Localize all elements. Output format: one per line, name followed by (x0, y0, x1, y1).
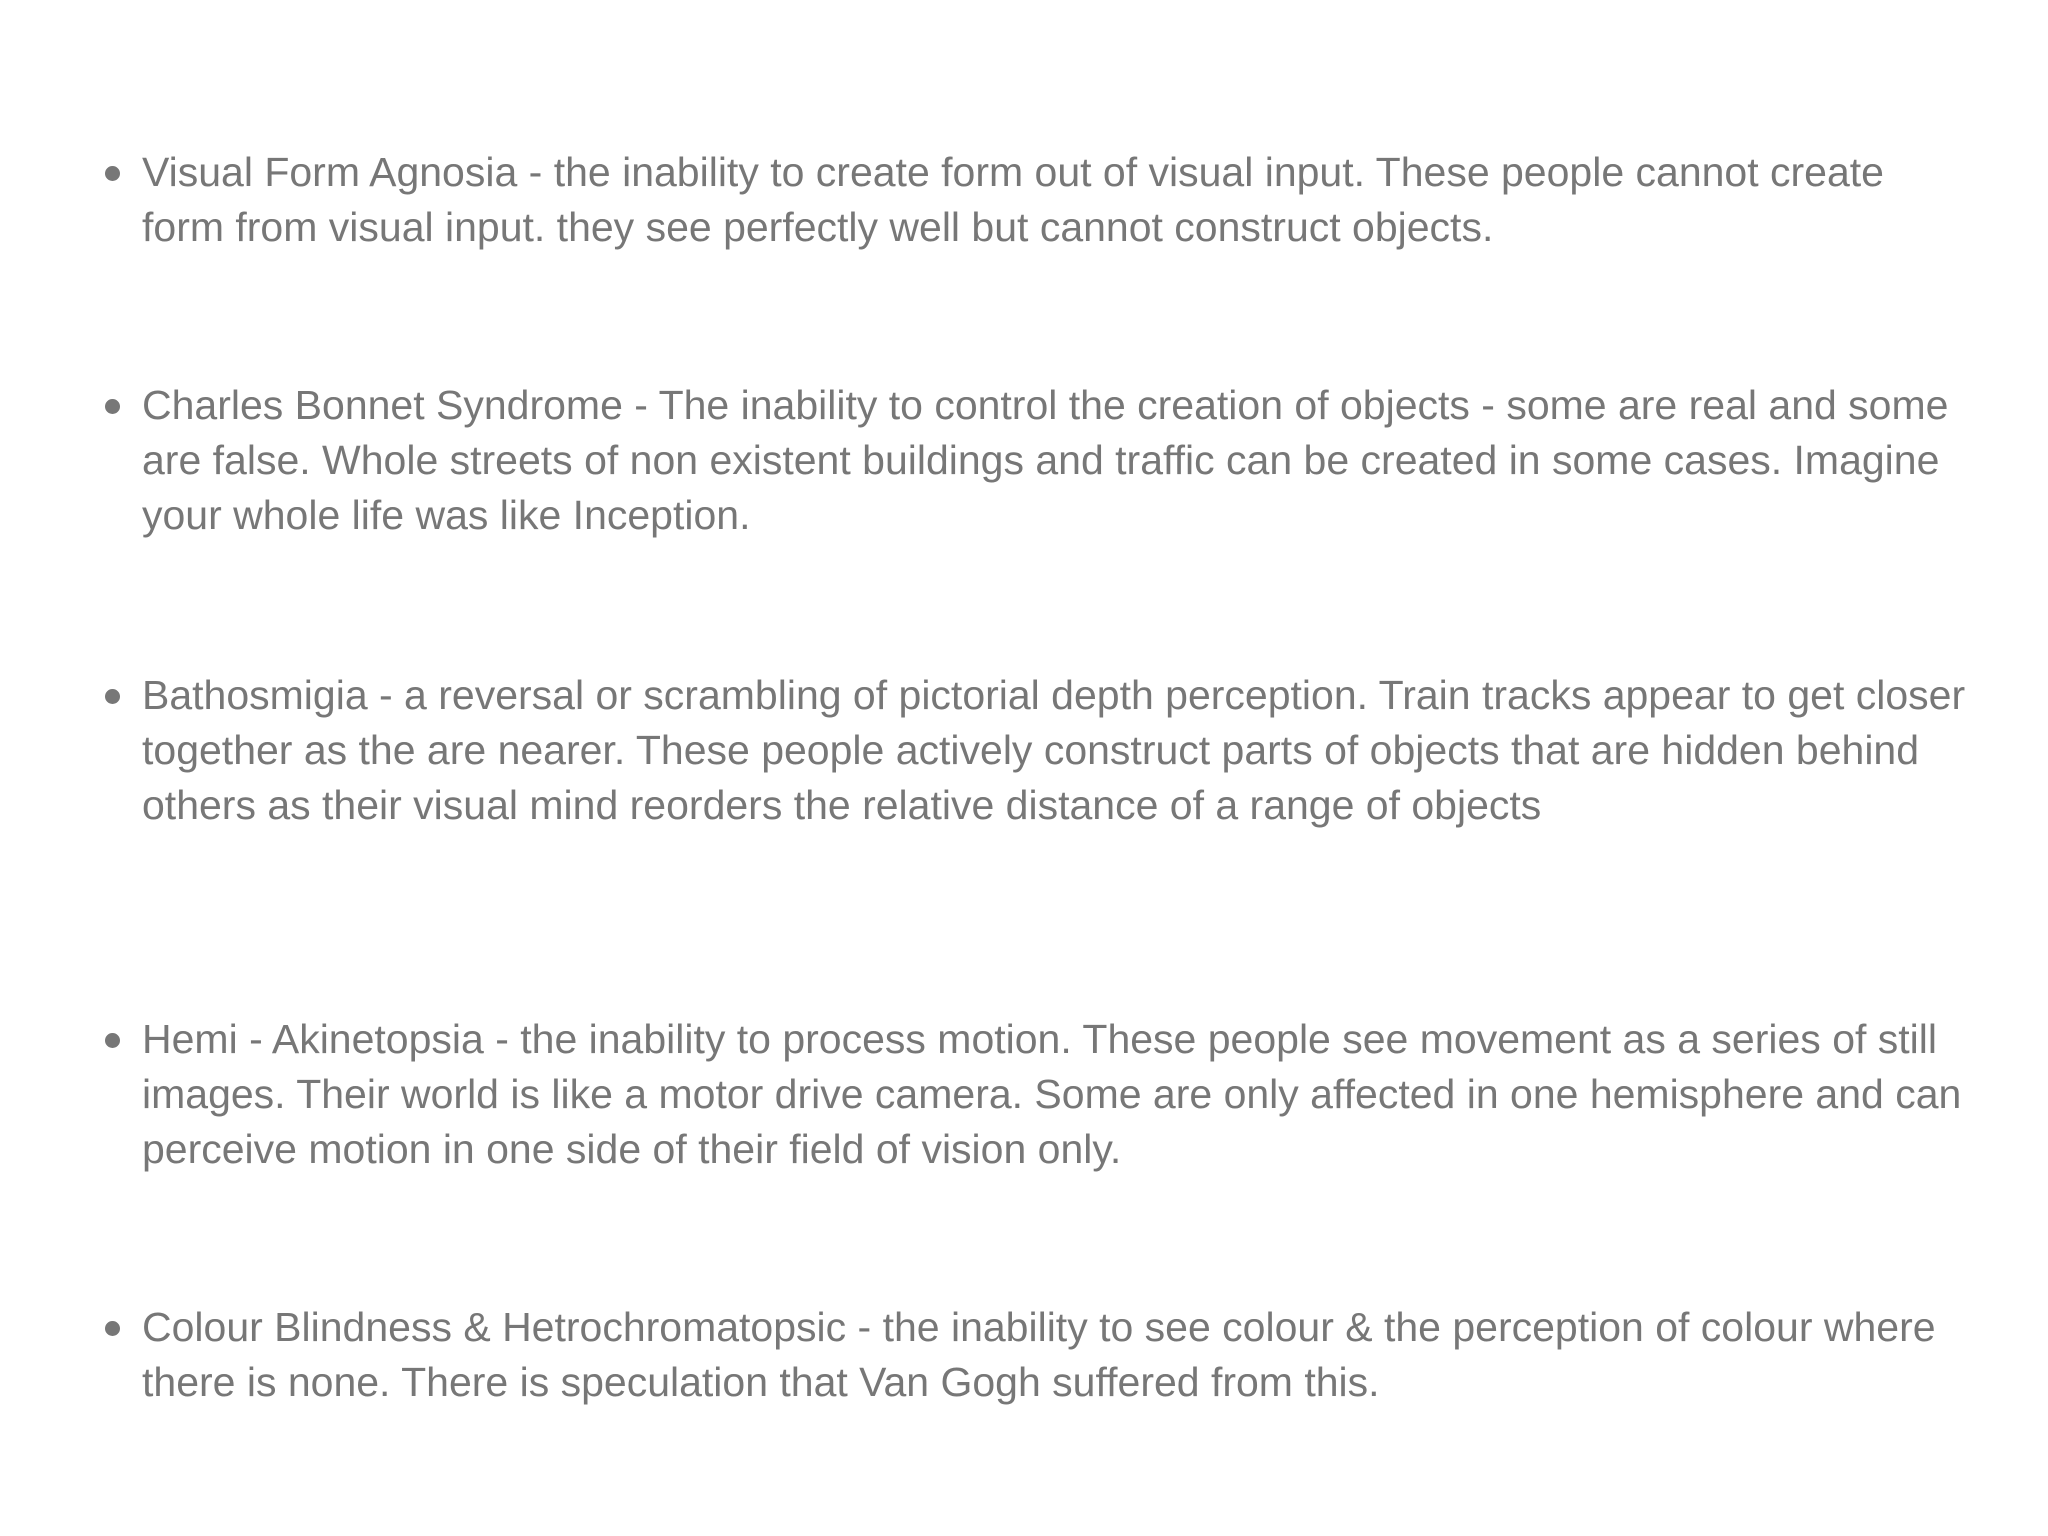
bullet-text: Charles Bonnet Syndrome - The inability to control the creation of objects - some are real and some are false. Whole streets of non existent buildings and traffic can be created in some cases. Imagine your whole life was like Inception. (142, 382, 1949, 538)
list-item-bathosmigia (142, 668, 1972, 833)
bullet-text: Bathosmigia - a reversal or scrambling of pictorial depth perception. Train tracks appear to get closer together as the are nearer. These people actively construct parts of objects that are hidden behind others as their visual mind reorders the relative distance of a range of objects (142, 672, 1966, 828)
list-item-charles-bonnet-syndrome (142, 378, 1972, 543)
list-item-colour-blindness (142, 1300, 1972, 1410)
bullet-dot-icon (105, 1033, 120, 1048)
bullet-dot-icon (105, 166, 120, 181)
list-item-visual-form-agnosia (142, 145, 1972, 255)
bullet-dot-icon (105, 689, 120, 704)
bullet-dot-icon (105, 1321, 120, 1336)
bullet-dot-icon (105, 399, 120, 414)
bullet-text: Colour Blindness & Hetrochromatopsic - the inability to see colour & the perception of colour where there is none. There is speculation that Van Gogh suffered from this. (142, 1304, 1936, 1405)
bullet-text: Visual Form Agnosia - the inability to create form out of visual input. These people cannot create form from visual input. they see perfectly well but cannot construct objects. (142, 149, 1884, 250)
bullet-text: Hemi - Akinetopsia - the inability to process motion. These people see movement as a series of still images. Their world is like a motor drive camera. Some are only affected in one hemisphere and can perceive motion in one side of their field of vision only. (142, 1016, 1962, 1172)
list-item-hemi-akinetopsia (142, 1012, 1972, 1177)
